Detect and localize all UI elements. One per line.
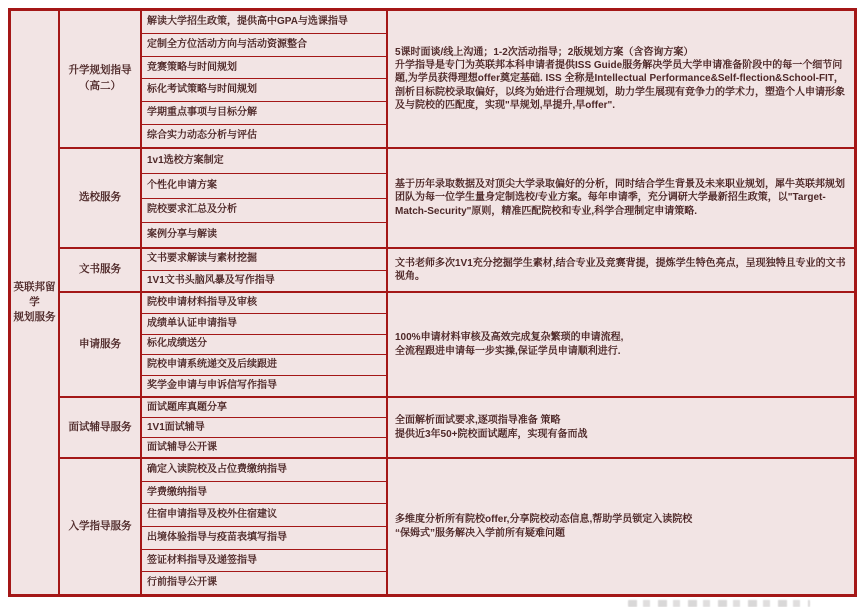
category-label-line1: 文书服务 — [79, 263, 121, 276]
service-item: 院校申请材料指导及审核 — [147, 296, 257, 308]
category-label-line1: 面试辅导服务 — [68, 420, 132, 433]
category-label-line2: （高二） — [79, 80, 121, 92]
description-line: 提供近3年50+院校面试题库，实现有备而战 — [395, 428, 588, 440]
service-item: 院校要求汇总及分析 — [142, 198, 386, 223]
description-line: 100%申请材料审核及高效完成复杂繁琐的申请流程, — [395, 332, 624, 344]
description-line: 5课时面谈/线上沟通；1-2次活动指导；2版规划方案（含咨询方案） — [395, 46, 694, 58]
service-item: 学期重点事项与目标分解 — [142, 101, 386, 124]
section-description — [388, 11, 854, 147]
service-item: 院校申请系统递交及后续跟进 — [142, 354, 386, 375]
section-school-selection — [60, 147, 854, 247]
category-label — [60, 149, 142, 247]
service-item: 文书要求解读与素材挖掘 — [147, 253, 257, 265]
service-item: 面试辅导公开课 — [142, 437, 386, 457]
sections-container — [60, 11, 854, 594]
service-item: 奖学金申请与申诉信写作指导 — [142, 375, 386, 396]
watermark — [628, 600, 810, 607]
category-label-line1: 选校服务 — [79, 191, 121, 204]
category-label — [60, 398, 142, 457]
service-item: 标化成绩送分 — [142, 334, 386, 355]
section-description — [388, 149, 854, 247]
description-line: 全面解析面试要求,逐项指导准备 策略 — [395, 415, 561, 427]
description-line: “保姆式”服务解决入学前所有疑难问题 — [395, 527, 565, 539]
category-label-line1: 升学规划指导 — [68, 64, 132, 77]
section-enrollment-guidance — [60, 457, 854, 594]
category-label-line1: 入学指导服务 — [68, 519, 132, 532]
service-items-column — [142, 11, 388, 147]
service-item: 住宿申请指导及校外住宿建议 — [142, 503, 386, 526]
category-label — [60, 459, 142, 594]
service-item: 学费缴纳指导 — [142, 481, 386, 504]
section-description — [388, 459, 854, 594]
service-item: 案例分享与解读 — [142, 222, 386, 247]
service-item: 1v1选校方案制定 — [147, 154, 224, 166]
service-item: 竞赛策略与时间规划 — [142, 56, 386, 79]
root-service-label-line1: 英联邦留学 — [13, 280, 56, 308]
service-items-column — [142, 293, 388, 396]
service-item: 定制全方位活动方向与活动资源整合 — [142, 33, 386, 56]
category-label — [60, 11, 142, 147]
section-interview-coaching — [60, 396, 854, 457]
commonwealth-study-planning-table — [8, 8, 857, 597]
service-items-column — [142, 149, 388, 247]
service-item: 面试题库真题分享 — [147, 401, 227, 413]
description-line: 文书老师多次1V1充分挖掘学生素材,结合专业及竞赛背提，提炼学生特色亮点，呈现独特且专业的文书视角。 — [395, 257, 846, 282]
root-service-label-cell — [11, 11, 60, 594]
section-description — [388, 398, 854, 457]
service-item: 确定入读院校及占位费缴纳指导 — [147, 463, 287, 475]
section-essay-service — [60, 247, 854, 291]
service-item: 个性化申请方案 — [142, 173, 386, 198]
service-item: 行前指导公开课 — [142, 571, 386, 594]
description-line: 升学指导是专门为英联邦本科申请者提供ISS Guide服务解决学员大学申请准备阶段中的每一个细节问题,为学员获得理想offer奠定基础. ISS 全称是Intellectual Performance&Self-flection&School-FIT，剖析目标院校录取偏好，以终为始进行合理规划，助力学生展现有竞争力的学术力，塑造个人申请形象及与院校的匹配度，实现"早规划,早提升,早offer". — [395, 60, 845, 111]
service-item: 1V1面试辅导 — [142, 417, 386, 437]
service-item: 综合实力动态分析与评估 — [142, 124, 386, 147]
service-item: 1V1文书头脑风暴及写作指导 — [142, 270, 386, 292]
category-label-line1: 申请服务 — [79, 337, 121, 350]
category-label — [60, 249, 142, 291]
service-items-column — [142, 249, 388, 291]
service-item: 签证材料指导及递签指导 — [142, 549, 386, 572]
description-line: 基于历年录取数据及对顶尖大学录取偏好的分析，同时结合学生背景及未来职业规划，犀牛英联邦规划团队为每一位学生量身定制选校/专业方案。每年申请季，充分调研大学最新招生政策，以"Target-Match-Security"原则，精准匹配院校和专业,科学合理制定申请策略. — [395, 179, 845, 217]
service-item: 成绩单认证申请指导 — [142, 313, 386, 334]
description-line: 多维度分析所有院校offer,分享院校动态信息,帮助学员锁定入读院校 — [395, 514, 693, 526]
description-line: 全流程跟进申请每一步实操,保证学员申请顺利进行. — [395, 345, 621, 357]
service-item: 出境体验指导与疫苗表填写指导 — [142, 526, 386, 549]
root-service-label-line2: 规划服务 — [13, 311, 56, 324]
section-description — [388, 249, 854, 291]
section-application-service — [60, 291, 854, 396]
section-description — [388, 293, 854, 396]
service-item: 解读大学招生政策，提供高中GPA与选课指导 — [147, 15, 348, 27]
service-item: 标化考试策略与时间规划 — [142, 78, 386, 101]
service-items-column — [142, 398, 388, 457]
service-items-column — [142, 459, 388, 594]
section-planning-guidance — [60, 11, 854, 147]
category-label — [60, 293, 142, 396]
